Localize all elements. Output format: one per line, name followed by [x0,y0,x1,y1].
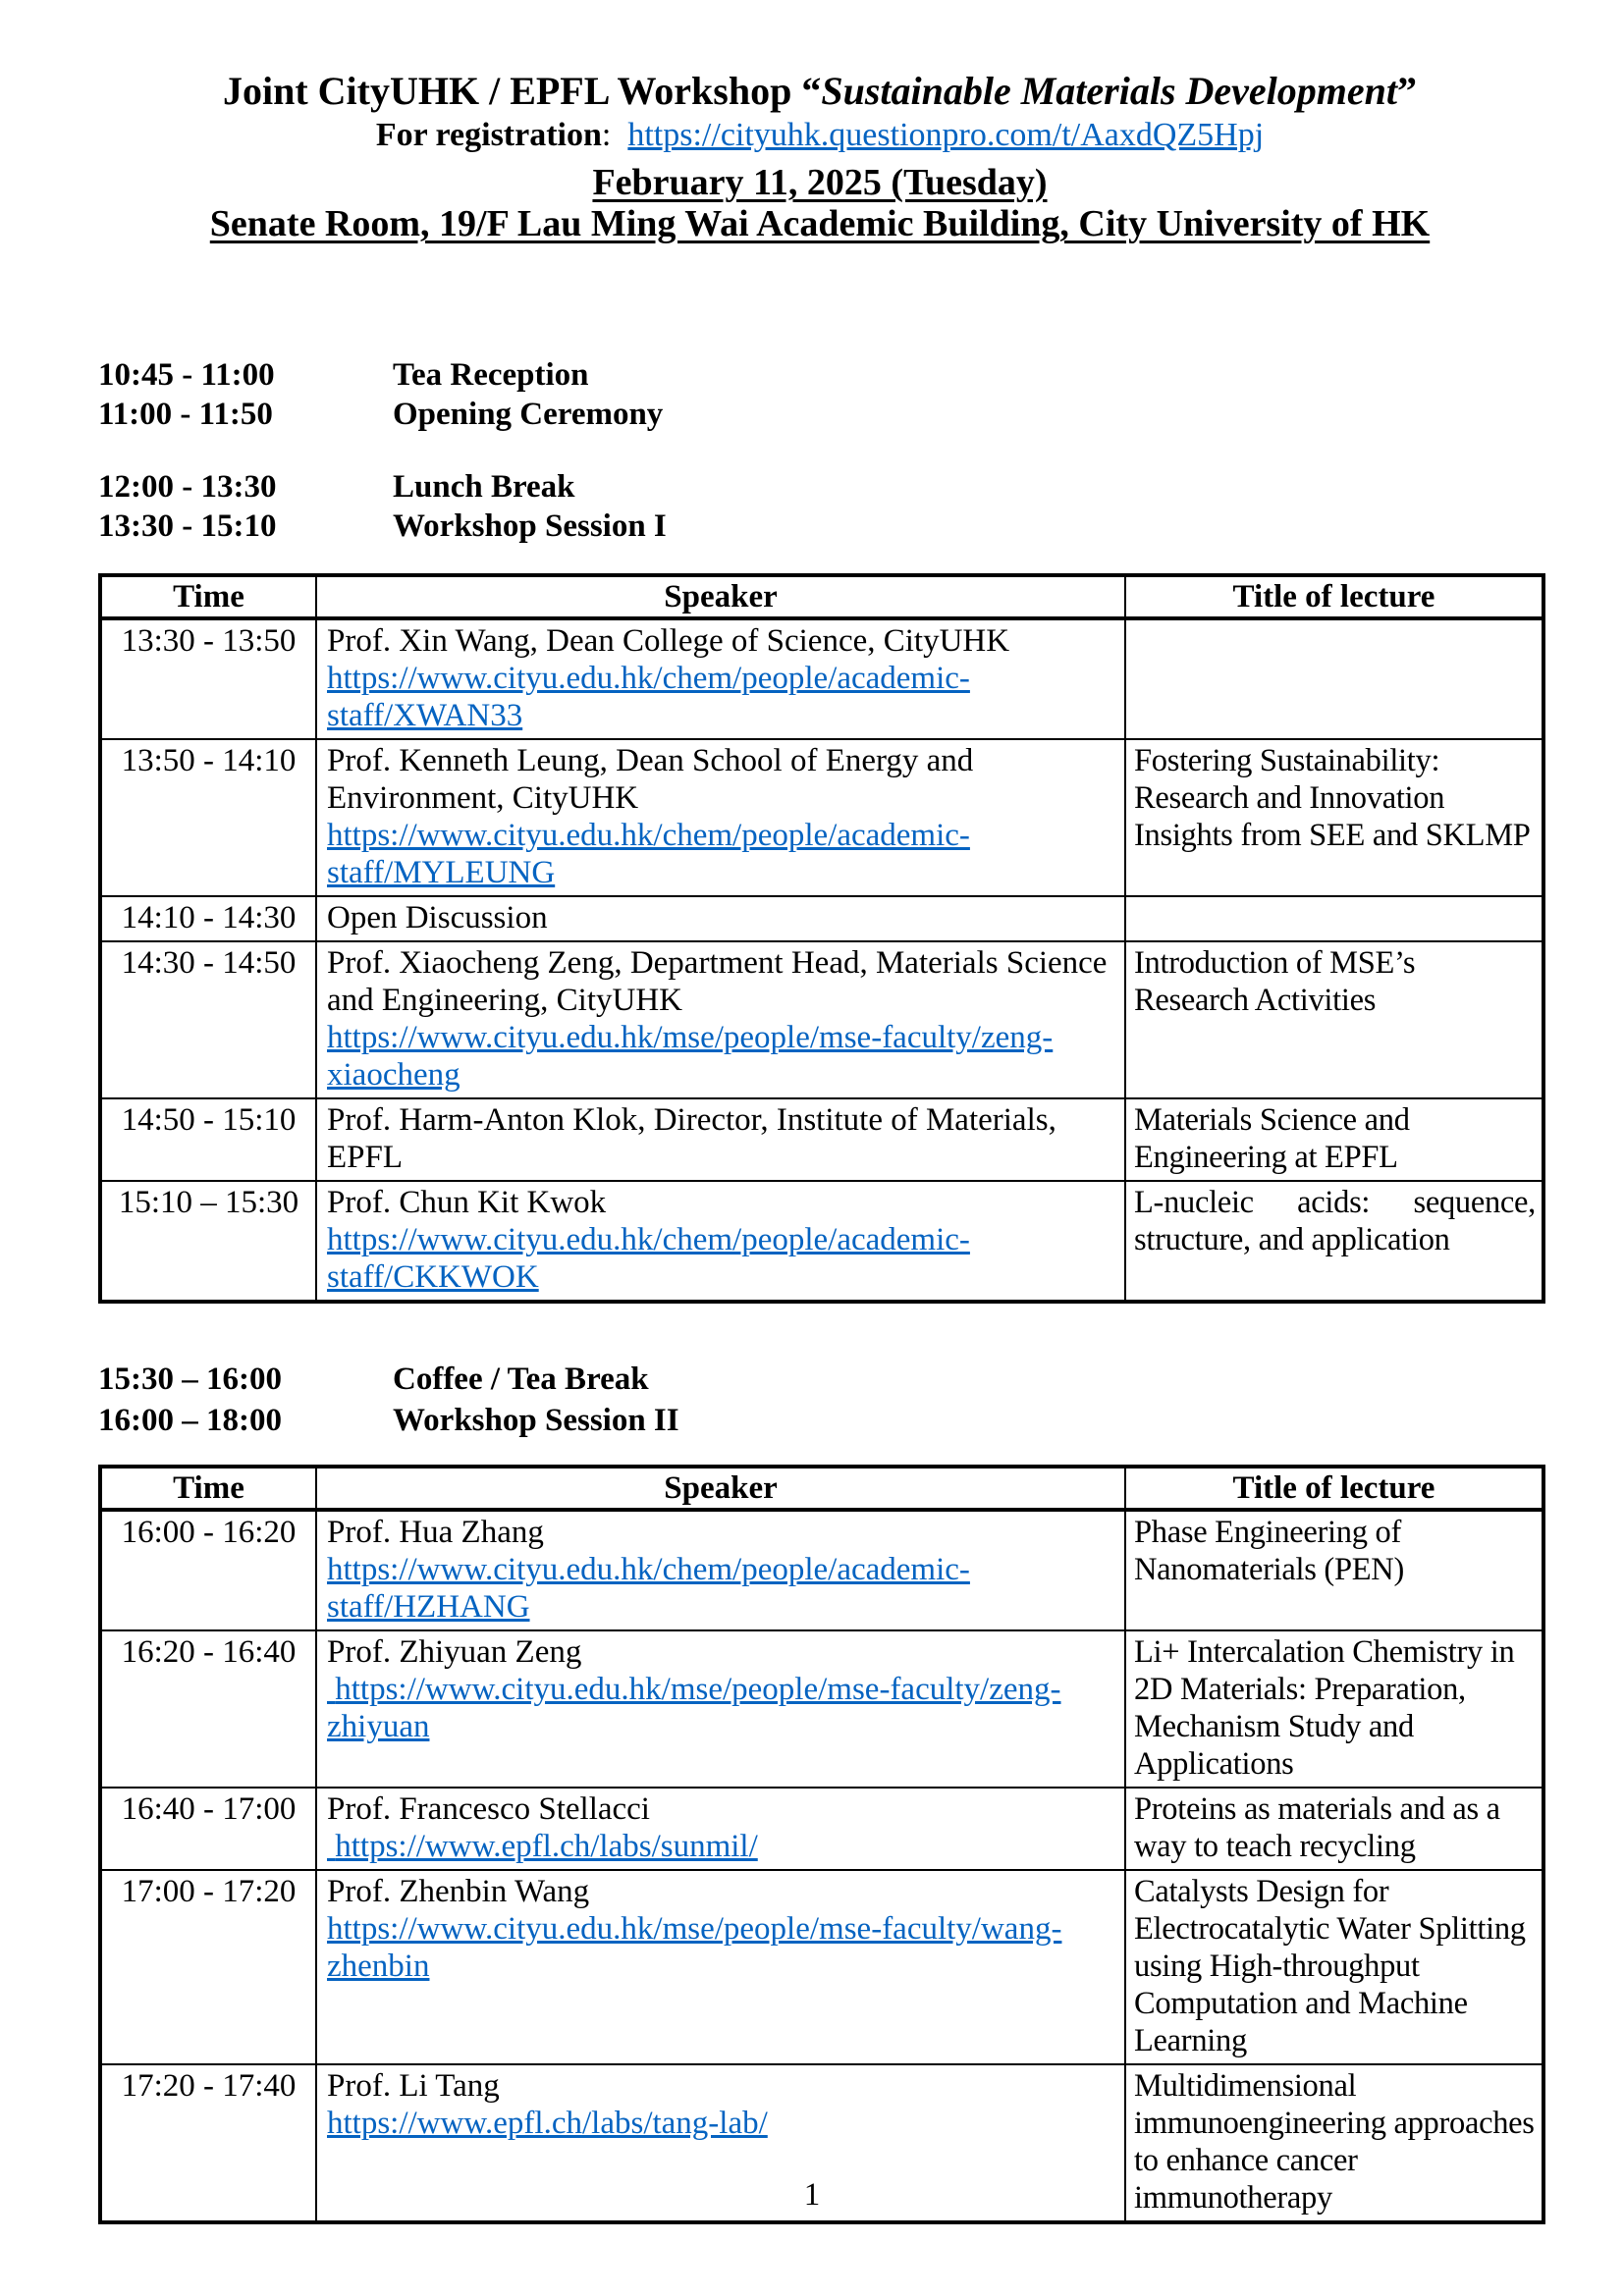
time-cell: 16:40 - 17:00 [100,1788,316,1870]
speaker-profile-link[interactable]: https://www.cityu.edu.hk/chem/people/academic-staff/HZHANG [327,1552,970,1625]
speaker-name: Prof. Xiaocheng Zeng, Department Head, Materials Science and Engineering, CityUHK [327,945,1108,1018]
time-cell: 13:50 - 14:10 [100,739,316,896]
speaker-cell [316,1181,1125,1302]
column-header-speaker: Speaker [316,1467,1125,1510]
lecture-title-cell: Materials Science and Engineering at EPFL [1125,1098,1543,1181]
table-row [100,1870,1543,2064]
speaker-cell [316,941,1125,1098]
speaker-profile-link[interactable]: https://www.cityu.edu.hk/mse/people/mse-faculty/zeng-zhiyuan [327,1672,1061,1744]
column-header-time: Time [100,1467,316,1510]
page-title [98,69,1542,114]
session1-table [98,573,1545,1304]
lecture-title-cell: Proteins as materials and as a way to teach recycling [1125,1788,1543,1870]
lecture-title-cell: Fostering Sustainability: Research and Innovation Insights from SEE and SKLMP [1125,739,1543,896]
speaker-cell [316,896,1125,941]
time-cell: 17:00 - 17:20 [100,1870,316,2064]
afternoon-schedule [98,1359,1542,1441]
registration-label: For registration [375,117,602,153]
morning-schedule [98,355,1542,546]
speaker-name: Prof. Zhenbin Wang [327,1874,590,1909]
schedule-label: Workshop Session II [393,1403,679,1438]
speaker-name: Open Discussion [327,900,548,935]
table-row [100,1510,1543,1630]
time-cell: 16:20 - 16:40 [100,1630,316,1788]
schedule-label: Lunch Break [393,469,575,505]
date-heading: February 11, 2025 (Tuesday) [592,162,1048,203]
lecture-title-cell: Phase Engineering of Nanomaterials (PEN) [1125,1510,1543,1630]
schedule-row [98,1400,1542,1441]
time-cell: 16:00 - 16:20 [100,1510,316,1630]
speaker-name: Prof. Kenneth Leung, Dean School of Energy and Environment, CityUHK [327,743,974,816]
registration-line [98,116,1542,155]
time-cell: 17:20 - 17:40 [100,2064,316,2222]
speaker-cell [316,1098,1125,1181]
speaker-name: Prof. Chun Kit Kwok [327,1185,607,1220]
table-row [100,1098,1543,1181]
speaker-profile-link[interactable]: https://www.cityu.edu.hk/chem/people/academic-staff/XWAN33 [327,661,970,733]
schedule-time: 15:30 – 16:00 [98,1362,282,1397]
table-row [100,1181,1543,1302]
lecture-title-cell: Li+ Intercalation Chemistry in 2D Materials: Preparation, Mechanism Study and Applications [1125,1630,1543,1788]
time-cell: 15:10 – 15:30 [100,1181,316,1302]
table-header-row [100,1467,1543,1510]
table-row [100,896,1543,941]
time-cell: 14:50 - 15:10 [100,1098,316,1181]
lecture-title-cell: Multidimensional immunoengineering approaches to enhance cancer immunotherapy [1125,2064,1543,2222]
time-cell: 13:30 - 13:50 [100,618,316,739]
speaker-name: Prof. Li Tang [327,2068,500,2104]
title-italic-text: Sustainable Materials Development [821,69,1398,113]
speaker-cell [316,618,1125,739]
speaker-cell [316,1510,1125,1630]
schedule-label: Coffee / Tea Break [393,1362,649,1397]
time-cell: 14:30 - 14:50 [100,941,316,1098]
schedule-row [98,355,1542,395]
speaker-name: Prof. Zhiyuan Zeng [327,1634,582,1670]
table-row [100,1630,1543,1788]
speaker-profile-link[interactable]: https://www.cityu.edu.hk/mse/people/mse-faculty/wang-zhenbin [327,1911,1062,1984]
speaker-profile-link[interactable]: https://www.epfl.ch/labs/sunmil/ [327,1829,758,1864]
schedule-time: 12:00 - 13:30 [98,469,277,505]
speaker-profile-link[interactable]: https://www.epfl.ch/labs/tang-lab/ [327,2106,768,2141]
page-number: 1 [803,2177,821,2213]
lecture-title-cell: Introduction of MSE’s Research Activities [1125,941,1543,1098]
speaker-profile-link[interactable]: https://www.cityu.edu.hk/mse/people/mse-faculty/zeng-xiaocheng [327,1020,1054,1093]
lecture-title-cell: L-nucleic acids: sequence, structure, and application [1125,1181,1543,1302]
session2-table [98,1465,1545,2224]
schedule-time: 13:30 - 15:10 [98,508,277,544]
time-cell: 14:10 - 14:30 [100,896,316,941]
title-text: Joint CityUHK / EPFL Workshop “ [222,69,822,113]
schedule-row [98,507,1542,546]
column-header-time: Time [100,575,316,618]
schedule-label: Tea Reception [393,357,589,393]
schedule-label: Workshop Session I [393,508,667,544]
table-row [100,1788,1543,1870]
column-header-speaker: Speaker [316,575,1125,618]
speaker-name: Prof. Xin Wang, Dean College of Science, CityUHK [327,623,1010,659]
schedule-time: 16:00 – 18:00 [98,1403,282,1438]
speaker-cell [316,1870,1125,2064]
speaker-profile-link[interactable]: https://www.cityu.edu.hk/chem/people/academic-staff/MYLEUNG [327,818,970,890]
lecture-title-cell [1125,896,1543,941]
lecture-title-cell [1125,618,1543,739]
table-row [100,618,1543,739]
speaker-cell [316,739,1125,896]
title-closing-quote: ” [1397,69,1418,113]
registration-link[interactable]: https://cityuhk.questionpro.com/t/AaxdQZ5Hpj [627,117,1265,153]
speaker-profile-link[interactable]: https://www.cityu.edu.hk/chem/people/academic-staff/CKKWOK [327,1222,970,1295]
table-row [100,739,1543,896]
registration-colon: : [601,117,628,153]
schedule-time: 10:45 - 11:00 [98,357,275,393]
lecture-title-cell: Catalysts Design for Electrocatalytic Water Splitting using High-throughput Computation and Machine Learning [1125,1870,1543,2064]
schedule-label: Opening Ceremony [393,397,664,432]
speaker-cell [316,1630,1125,1788]
speaker-cell [316,1788,1125,1870]
column-header-title: Title of lecture [1125,1467,1543,1510]
column-header-title: Title of lecture [1125,575,1543,618]
speaker-name: Prof. Harm-Anton Klok, Director, Institute of Materials, EPFL [327,1102,1056,1175]
speaker-name: Prof. Hua Zhang [327,1515,544,1550]
table-row [100,941,1543,1098]
schedule-time: 11:00 - 11:50 [98,397,273,432]
schedule-row [98,467,1542,507]
venue-heading: Senate Room, 19/F Lau Ming Wai Academic Building, City University of HK [209,203,1431,244]
speaker-name: Prof. Francesco Stellacci [327,1791,650,1827]
schedule-row [98,395,1542,434]
schedule-row [98,1359,1542,1400]
table-header-row [100,575,1543,618]
